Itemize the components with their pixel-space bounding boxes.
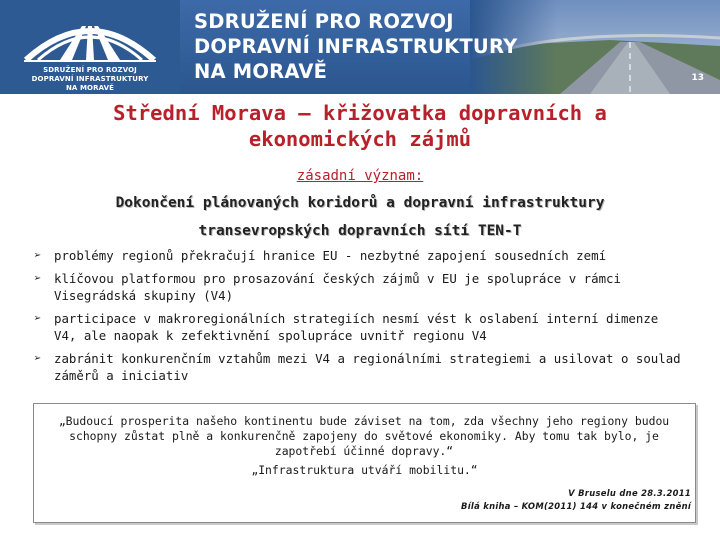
- bullet-text: klíčovou platformou pro prosazování českých zájmů v EU je spolupráce v rámci Visegrádská skupiny (V4): [54, 271, 621, 303]
- quote-box: [33, 403, 696, 523]
- logo-text-line-2: DOPRAVNÍ INFRASTRUKTURY: [31, 75, 149, 83]
- list-item: [34, 247, 684, 264]
- logo-text-line-1: SDRUŽENÍ PRO ROZVOJ: [43, 66, 137, 74]
- banner-title-line-2: DOPRAVNÍ INFRASTRUKTURY: [194, 35, 518, 58]
- quote-main: „Budoucí prosperita našeho kontinentu bude záviset na tom, zda všechny jeho regiony budou schopny zůstat plně a konkurenčně zapojeny do světové ekonomiky. Aby tomu tak bylo, je zapotřebí účinné dopravy.“: [58, 414, 670, 458]
- list-item: [34, 350, 684, 384]
- banner-title: [194, 9, 517, 84]
- heading-line-1: Dokončení plánovaných koridorů a dopravní infrastruktury: [115, 195, 605, 211]
- arrow-bullet-icon: ➢: [34, 271, 42, 285]
- quote-source-date: V Bruselu dne 28.3.2011: [568, 488, 691, 498]
- list-item: [34, 270, 684, 304]
- slide-title: [40, 100, 680, 152]
- arrow-bullet-icon: ➢: [34, 351, 42, 365]
- quote-source-document: Bílá kniha – KOM(2011) 144 v konečném znění: [461, 501, 691, 511]
- subtitle: zásadní význam:: [296, 168, 424, 184]
- arrow-bullet-icon: ➢: [34, 311, 42, 325]
- road-arch-logo-icon: [20, 8, 160, 64]
- slide-title-line-1: Střední Morava – křižovatka dopravních a: [113, 101, 607, 125]
- bullet-text: participace v makroregionálních strategiích nesmí vést k oslabení interní dimenze V4, ale naopak k zefektivnění spolupráce uvnitř regionu V4: [54, 311, 659, 343]
- organization-logo: [0, 0, 180, 94]
- arrow-bullet-icon: ➢: [34, 248, 42, 262]
- banner-title-line-3: NA MORAVĚ: [194, 60, 328, 83]
- header-banner: [0, 0, 720, 94]
- slide-number: 13: [691, 73, 704, 83]
- bullet-text: problémy regionů překračují hranice EU - nezbytné zapojení sousedních zemí: [54, 248, 607, 263]
- logo-text-line-3: NA MORAVĚ: [65, 84, 115, 92]
- bullet-list: [34, 247, 684, 390]
- list-item: [34, 310, 684, 344]
- slide-title-line-2: ekonomických zájmů: [248, 127, 472, 151]
- quote-infrastructure: „Infrastruktura utváří mobilitu.“: [251, 463, 478, 477]
- banner-title-line-1: SDRUŽENÍ PRO ROZVOJ: [194, 10, 454, 33]
- heading-line-2: transevropských dopravních sítí TEN-T: [198, 223, 522, 239]
- bullet-text: zabránit konkurenčním vztahům mezi V4 a regionálními strategiemi a usilovat o soulad záměrů a iniciativ: [54, 351, 681, 383]
